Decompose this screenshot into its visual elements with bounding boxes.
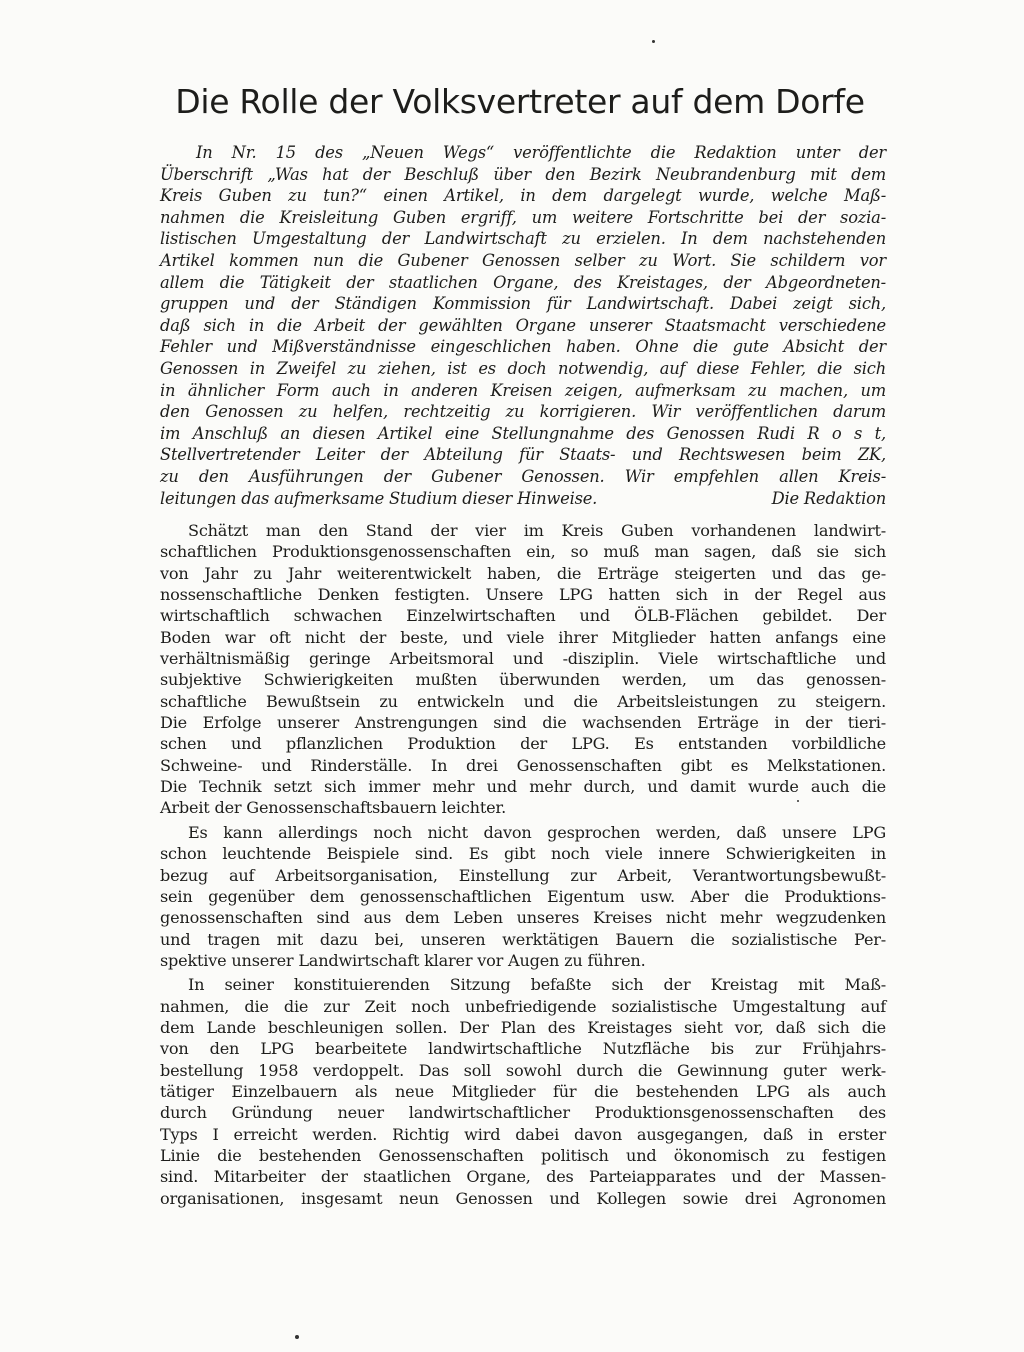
body-line: sind. Mitarbeiter der staatlichen Organe, des Parteiapparates und der Massen- (160, 1167, 886, 1187)
editorial-intro (160, 142, 886, 509)
body-line: schon leuchtende Beispiele sind. Es gibt noch viele innere Schwierigkeiten in (160, 844, 886, 864)
intro-line: Kreis Guben zu tun?“ einen Artikel, in dem dargelegt wurde, welche Maß- (160, 186, 886, 206)
body-line: durch Gründung neuer landwirtschaftlicher Produktionsgenossenschaften des (160, 1103, 886, 1123)
intro-line: listischen Umgestaltung der Landwirtschaft zu erzielen. In dem nachstehenden (160, 229, 886, 249)
body-line: bezug auf Arbeitsorganisation, Einstellung zur Arbeit, Verantwortungsbewußt- (160, 865, 886, 885)
paragraph-3 (160, 974, 886, 1209)
body-line: sein gegenüber dem genossenschaftlichen Eigentum usw. Aber die Produktions- (160, 886, 886, 906)
body-line: In seiner konstituierenden Sitzung befaßte sich der Kreistag mit Maß- (188, 975, 886, 995)
intro-line: Fehler und Mißverständnisse eingeschlichen haben. Ohne die gute Absicht der (160, 337, 886, 357)
body-line: schaftlichen Produktionsgenossenschaften ein, so muß man sagen, daß sie sich (160, 542, 886, 562)
body-line: wirtschaftlich schwachen Einzelwirtschaften und ÖLB-Flächen gebildet. Der (160, 606, 886, 626)
intro-line: Stellvertretender Leiter der Abteilung für Staats- und Rechtswesen beim ZK, (160, 445, 886, 465)
body-line: bestellung 1958 verdoppelt. Das soll sowohl durch die Gewinnung guter werk- (160, 1060, 886, 1080)
intro-line: zu den Ausführungen der Gubener Genossen. Wir empfehlen allen Kreis- (160, 466, 886, 486)
body-line: Die Erfolge unserer Anstrengungen sind die wachsenden Erträge in der tieri- (160, 713, 886, 733)
intro-line: nahmen die Kreisleitung Guben ergriff, um weitere Fortschritte bei der sozia- (160, 207, 886, 227)
article-title: Die Rolle der Volksvertreter auf dem Dorfe (175, 82, 865, 121)
body-line: dem Lande beschleunigen sollen. Der Plan des Kreistages sieht vor, daß sich die (160, 1017, 886, 1037)
body-line: Linie die bestehenden Genossenschaften politisch und ökonomisch zu festigen (160, 1145, 886, 1165)
intro-line: in ähnlicher Form auch in anderen Kreisen zeigen, aufmerksam zu machen, um (160, 380, 886, 400)
intro-line: Artikel kommen nun die Gubener Genossen selber zu Wort. Sie schildern vor (160, 250, 886, 270)
body-line: Boden war oft nicht der beste, und viele ihrer Mitglieder hatten anfangs eine (160, 627, 886, 647)
body-line: nahmen, die die zur Zeit noch unbefriedigende sozialistische Umgestaltung auf (160, 996, 886, 1016)
article-body (160, 520, 886, 1209)
body-line: und tragen mit dazu bei, unseren werktätigen Bauern die sozialistische Per- (160, 929, 886, 949)
intro-line: In Nr. 15 des „Neuen Wegs“ veröffentlichte die Redaktion unter der (196, 143, 886, 162)
body-line: verhältnismäßig geringe Arbeitsmoral und -disziplin. Viele wirtschaftliche und (160, 649, 886, 669)
intro-line: im Anschluß an diesen Artikel eine Stellungnahme des Genossen Rudi R o s t, (160, 423, 886, 443)
body-line: Es kann allerdings noch nicht davon gesprochen werden, daß unsere LPG (188, 822, 886, 842)
body-line: nossenschaftliche Denken festigten. Unsere LPG hatten sich in der Regel aus (160, 585, 886, 605)
body-line: organisationen, insgesamt neun Genossen und Kollegen sowie drei Agronomen (160, 1188, 886, 1208)
paper-speck (295, 1335, 299, 1339)
paragraph-1 (160, 520, 886, 819)
paragraph-2 (160, 822, 886, 971)
body-line: von den LPG bearbeitete landwirtschaftliche Nutzfläche bis zur Frühjahrs- (160, 1039, 886, 1059)
editorial-signature: Die Redaktion (771, 488, 886, 508)
body-line: tätiger Einzelbauern als neue Mitglieder für die bestehenden LPG als auch (160, 1081, 886, 1101)
intro-line: gruppen und der Ständigen Kommission für Landwirtschaft. Dabei zeigt sich, (160, 294, 886, 314)
body-line: spektive unserer Landwirtschaft klarer vor Augen zu führen. (160, 950, 646, 970)
intro-line: Überschrift „Was hat der Beschluß über den Bezirk Neubrandenburg mit dem (160, 164, 886, 184)
intro-line: leitungen das aufmerksame Studium dieser Hinweise. (160, 488, 598, 508)
body-line: Schätzt man den Stand der vier im Kreis Guben vorhandenen landwirt- (188, 521, 886, 540)
intro-line: Genossen in Zweifel zu ziehen, ist es doch notwendig, auf diese Fehler, die sich (160, 358, 886, 378)
intro-closing-row (160, 488, 886, 510)
intro-line: allem die Tätigkeit der staatlichen Organe, des Kreistages, der Abgeordneten- (160, 272, 886, 292)
paper-speck (797, 800, 799, 802)
body-line: genossenschaften sind aus dem Leben unseres Kreises nicht mehr wegzudenken (160, 908, 886, 928)
body-line: Typs I erreicht werden. Richtig wird dabei davon ausgegangen, daß in erster (160, 1124, 886, 1144)
paper-speck (652, 40, 655, 43)
intro-line: daß sich in die Arbeit der gewählten Organe unserer Staatsmacht verschiedene (160, 315, 886, 335)
body-line: schen und pflanzlichen Produktion der LPG. Es entstanden vorbildliche (160, 734, 886, 754)
body-line: Arbeit der Genossenschaftsbauern leichter. (160, 798, 507, 818)
body-line: schaftliche Bewußtsein zu entwickeln und die Arbeitsleistungen zu steigern. (160, 691, 886, 711)
body-line: Schweine- und Rinderställe. In drei Genossenschaften gibt es Melkstationen. (160, 755, 886, 775)
intro-line: den Genossen zu helfen, rechtzeitig zu korrigieren. Wir veröffentlichen darum (160, 402, 886, 422)
body-line: von Jahr zu Jahr weiterentwickelt haben, die Erträge steigerten und das ge- (160, 563, 886, 583)
body-line: subjektive Schwierigkeiten mußten überwunden werden, um das genossen- (160, 670, 886, 690)
body-line: Die Technik setzt sich immer mehr und mehr durch, und damit wurde auch die (160, 777, 886, 797)
